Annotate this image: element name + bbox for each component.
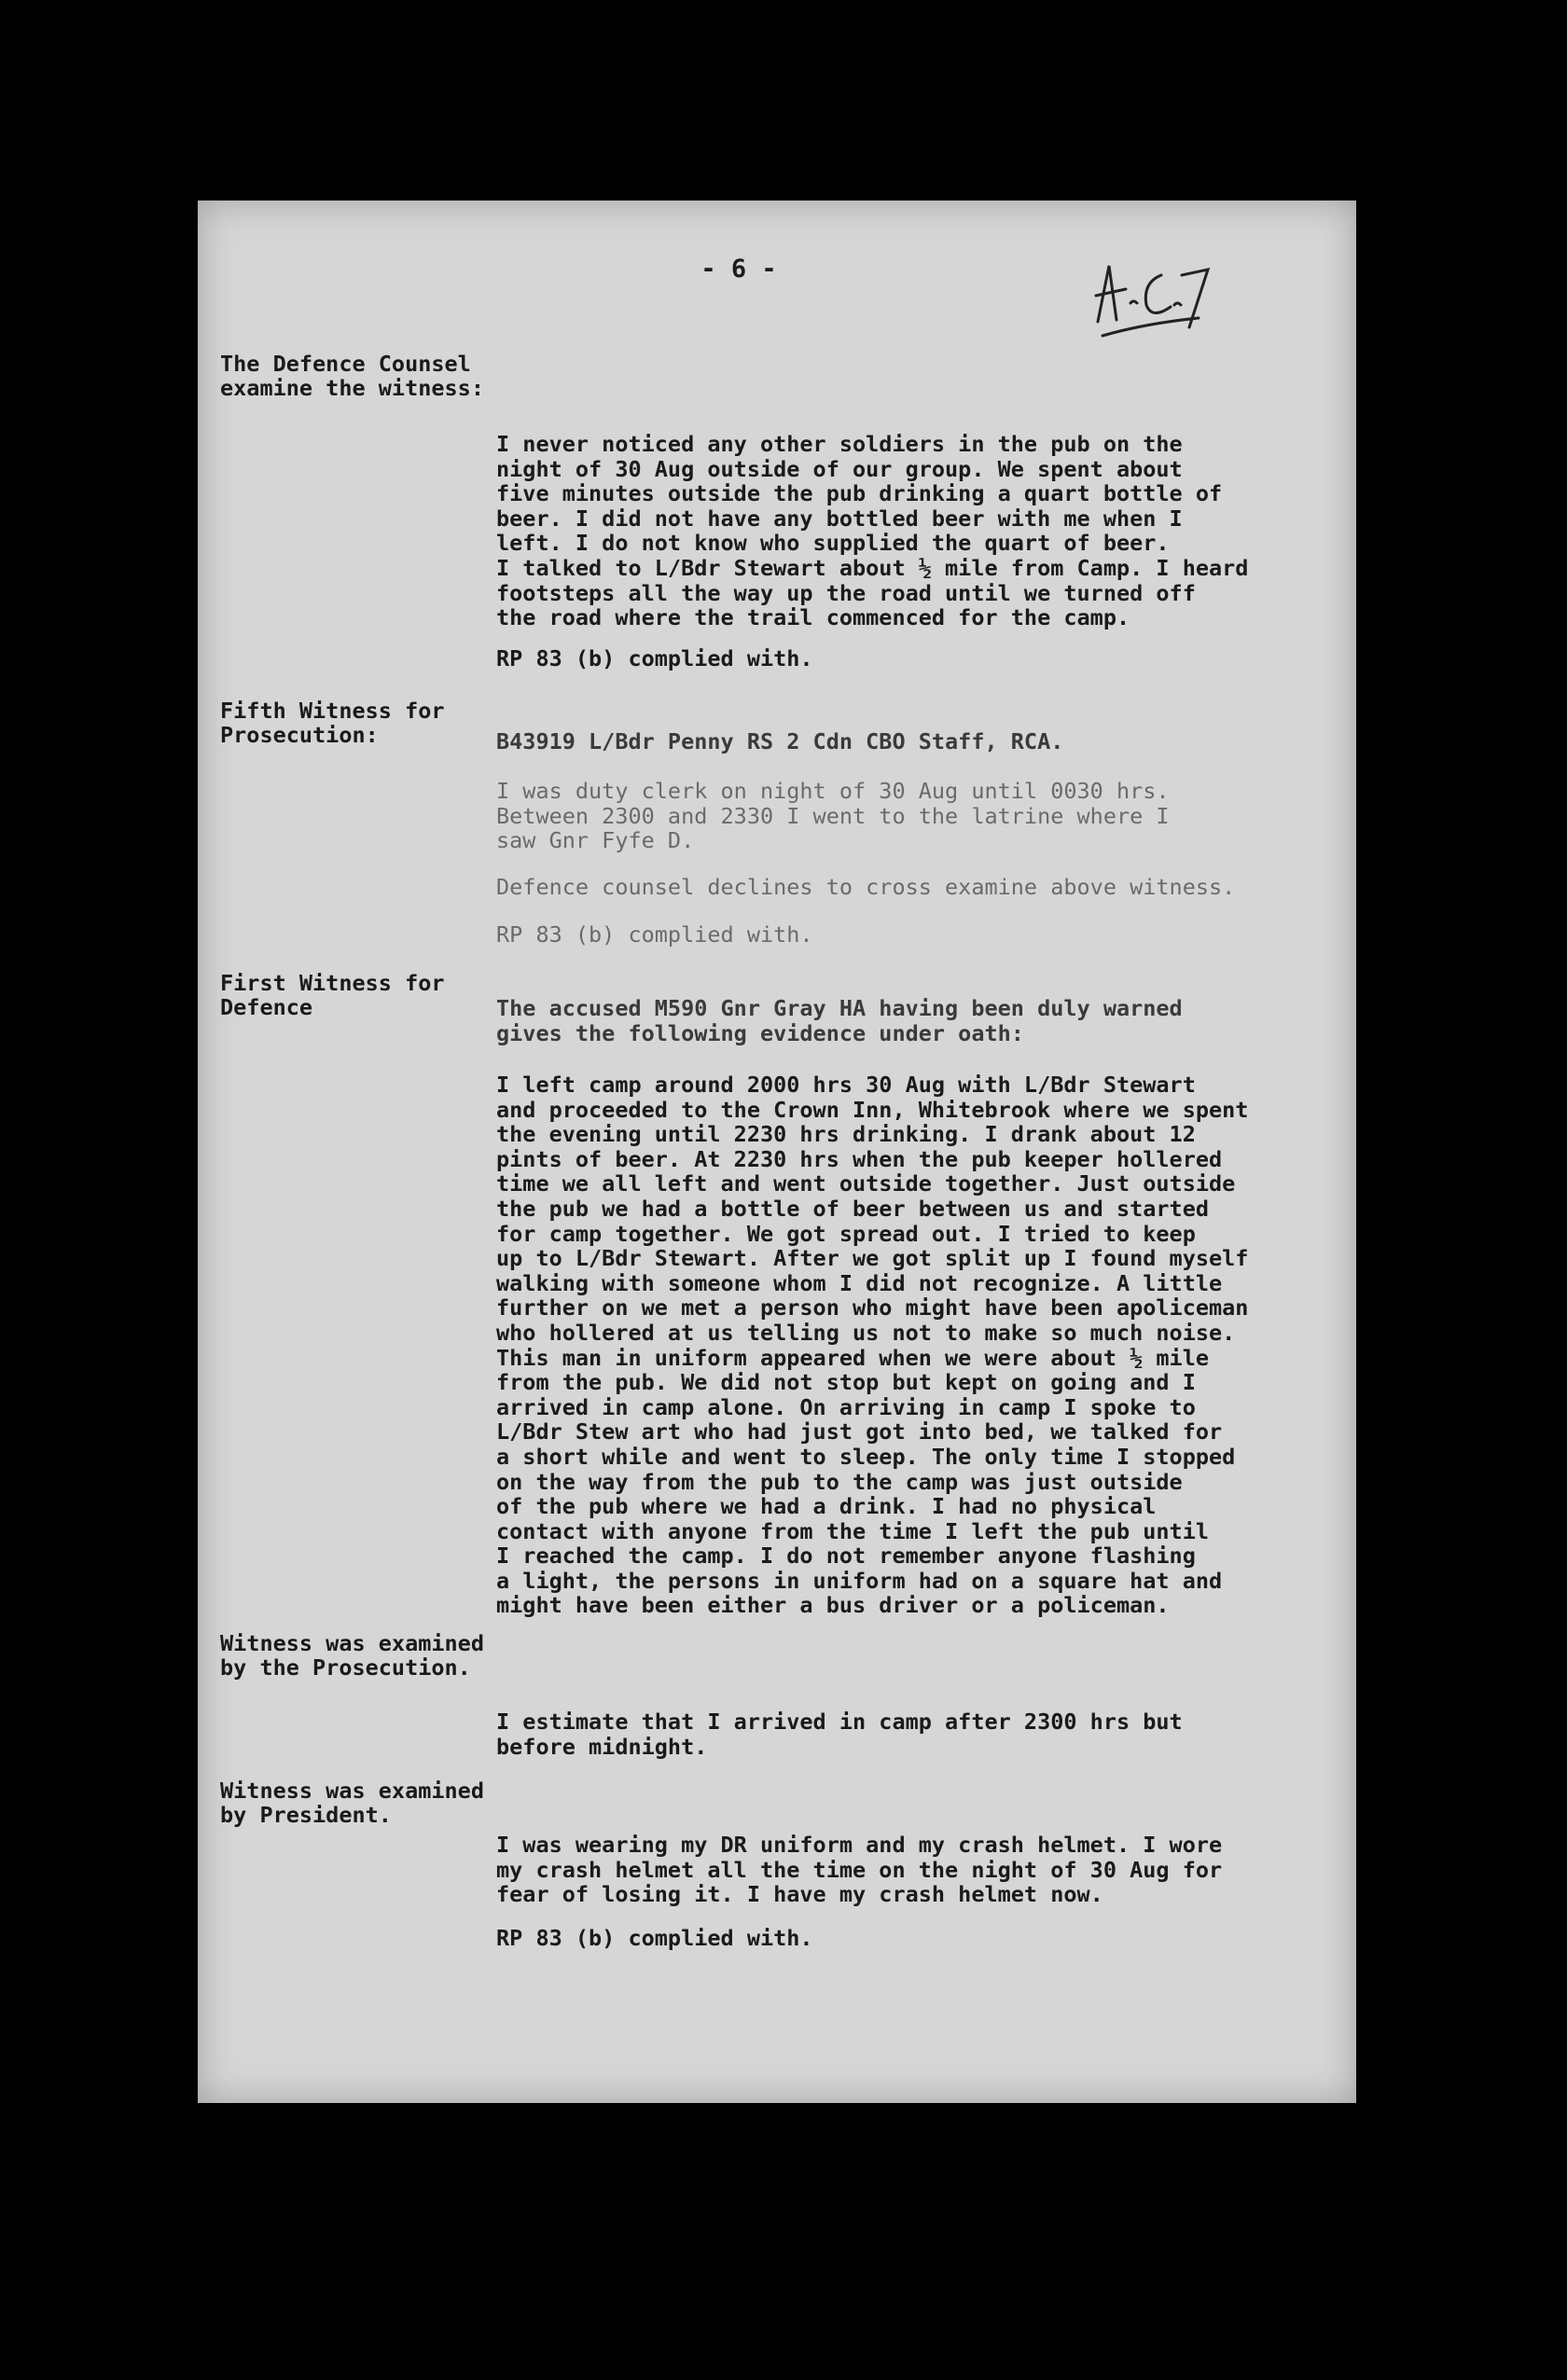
rp-complied-1: RP 83 (b) complied with. <box>496 645 813 671</box>
first-defence-witness-heading: First Witness for Defence <box>220 970 445 1020</box>
defence-counsel-testimony: I never noticed any other soldiers in the pub on the night of 30 Aug outside of our group. We spent about five minutes outside the pub drinking a quart bottle of beer. I did not have any bottled beer with me when I left. I do not know who supplied the quart of beer. I talked to L/Bdr Stewart about ½ mile from Camp. I heard footsteps all the way up the road until we turned off the road where the trail commenced for the camp. <box>496 431 1249 631</box>
accused-intro: The accused M590 Gnr Gray HA having been duly warned gives the following evidence under oath: <box>496 995 1183 1046</box>
handwritten-annotation <box>1089 238 1219 340</box>
defence-counsel-heading: The Defence Counsel examine the witness: <box>220 351 484 401</box>
prosecution-exam-heading: Witness was examined by the Prosecution. <box>220 1630 484 1681</box>
fifth-witness-id: B43919 L/Bdr Penny RS 2 Cdn CBO Staff, RCA. <box>496 728 1064 754</box>
document-page <box>198 201 1356 2103</box>
accused-testimony: I left camp around 2000 hrs 30 Aug with L/Bdr Stewart and proceeded to the Crown Inn, Whitebrook where we spent the evening until 2230 hrs drinking. I drank about 12 pints of beer. At 2230 hrs when the pub keeper hollered time we all left and went outside together. Just outside the pub we had a bottle of beer between us and started for camp together. We got spread out. I tried to keep up to L/Bdr Stewart. After we got split up I found myself walking with someone whom I did not recognize. A little further on we met a person who might have been apoliceman who hollered at us telling us not to make so much noise. This man in uniform appeared when we were about ½ mile from the pub. We did not stop but kept on going and I arrived in camp alone. On arriving in camp I spoke to L/Bdr Stew art who had just got into bed, we talked for a short while and went to sleep. The only time I stopped on the way from the pub to the camp was just outside of the pub where we had a drink. I had no physical contact with anyone from the time I left the pub until I reached the camp. I do not remember anyone flashing a light, the persons in uniform had on a square hat and might have been either a bus driver or a policeman. <box>496 1072 1249 1619</box>
page-number: - 6 - <box>700 255 777 284</box>
president-exam-heading: Witness was examined by President. <box>220 1778 484 1828</box>
prosecution-exam-testimony: I estimate that I arrived in camp after 2300 hrs but before midnight. <box>496 1709 1183 1760</box>
rp-complied-3: RP 83 (b) complied with. <box>496 1925 813 1951</box>
president-exam-testimony: I was wearing my DR uniform and my crash helmet. I wore my crash helmet all the time on the night of 30 Aug for fear of losing it. I have my crash helmet now. <box>496 1832 1223 1908</box>
fifth-witness-testimony: I was duty clerk on night of 30 Aug until 0030 hrs. Between 2300 and 2330 I went to the latrine where I saw Gnr Fyfe D. <box>496 778 1170 854</box>
defence-declines: Defence counsel declines to cross examine above witness. <box>496 874 1236 900</box>
rp-complied-2: RP 83 (b) complied with. <box>496 921 813 948</box>
fifth-witness-heading: Fifth Witness for Prosecution: <box>220 698 445 748</box>
